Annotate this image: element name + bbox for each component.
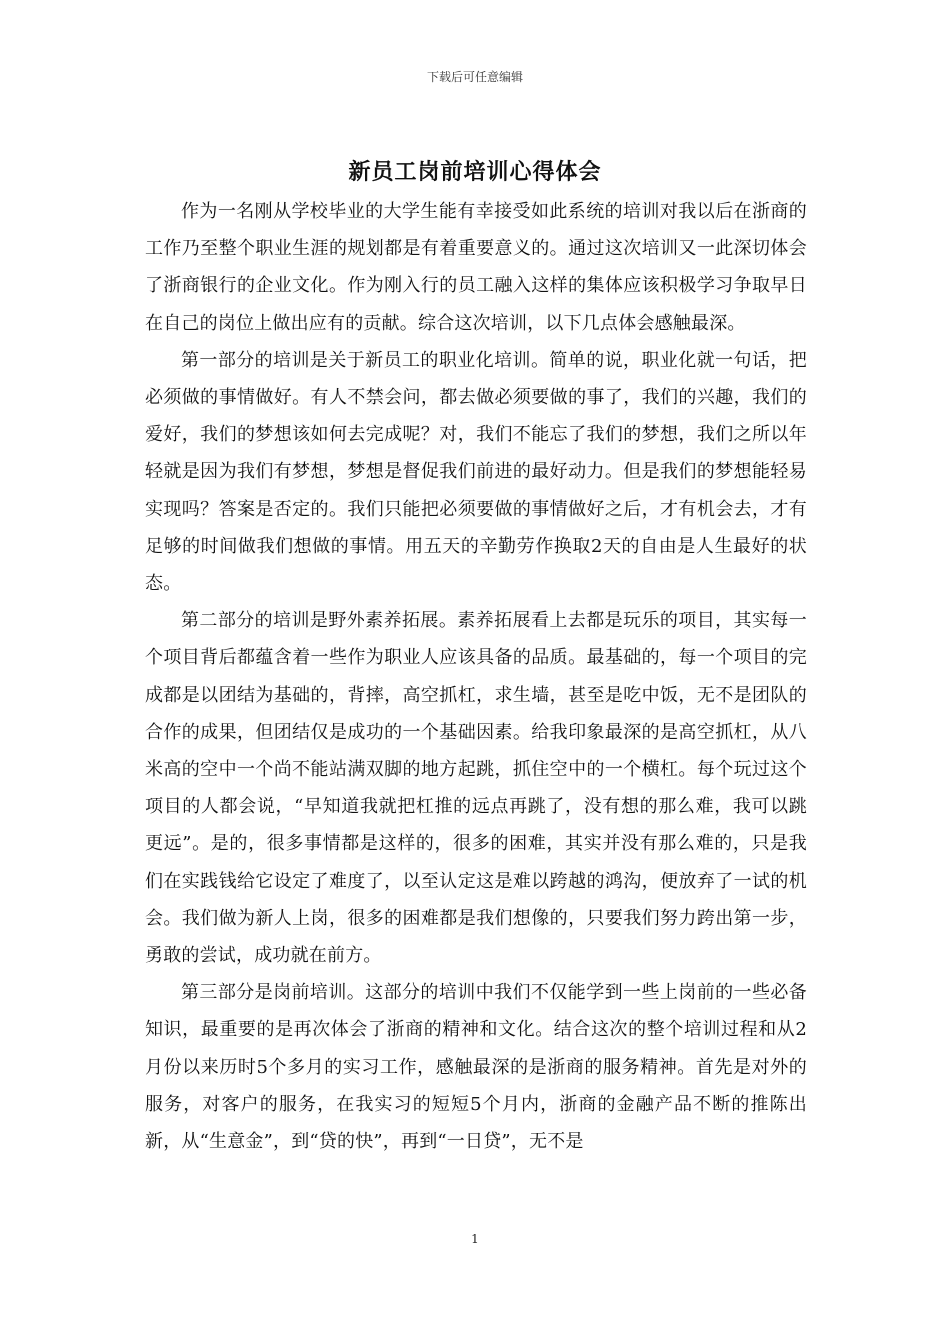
- page-number: 1: [471, 1232, 479, 1246]
- header-note: 下载后可任意编辑: [426, 70, 523, 84]
- paragraph: 第三部分是岗前培训。这部分的培训中我们不仅能学到一些上岗前的一些必备知识，最重要的是再次体会了浙商的精神和文化。结合这次的整个培训过程和从2月份以来历时5个多月的实习工作，感触最深的是浙商的服务精神。首先是对外的服务，对客户的服务，在我实习的短短5个月内，浙商的金融产品不断的推陈出新，从“生意金”，到“贷的快”，再到“一日贷”，无不是: [145, 982, 807, 1153]
- document-body: [145, 193, 807, 1160]
- paragraph: 作为一名刚从学校毕业的大学生能有幸接受如此系统的培训对我以后在浙商的工作乃至整个职业生涯的规划都是有着重要意义的。通过这次培训又一此深切体会了浙商银行的企业文化。作为刚入行的员工融入这样的集体应该积极学习争取早日在自己的岗位上做出应有的贡献。综合这次培训，以下几点体会感触最深。: [145, 201, 807, 334]
- paragraph: 第二部分的培训是野外素养拓展。素养拓展看上去都是玩乐的项目，其实每一个项目背后都蕴含着一些作为职业人应该具备的品质。最基础的，每一个项目的完成都是以团结为基础的，背摔，高空抓杠，求生墙，甚至是吃中饭，无不是团队的合作的成果，但团结仅是成功的一个基础因素。给我印象最深的是高空抓杠，从八米高的空中一个尚不能站满双脚的地方起跳，抓住空中的一个横杠。每个玩过这个项目的人都会说，“早知道我就把杠推的远点再跳了，没有想的那么难，我可以跳更远”。是的，很多事情都是这样的，很多的困难，其实并没有那么难的，只是我们在实践钱给它设定了难度了，以至认定这是难以跨越的鸿沟，便放弃了一试的机会。我们做为新人上岗，很多的困难都是我们想像的，只要我们努力跨出第一步，勇敢的尝试，成功就在前方。: [145, 610, 807, 967]
- page-title: 新员工岗前培训心得体会: [348, 159, 602, 185]
- paragraph: 第一部分的培训是关于新员工的职业化培训。简单的说，职业化就一句话，把必须做的事情做好。有人不禁会问，都去做必须要做的事了，我们的兴趣，我们的爱好，我们的梦想该如何去完成呢？对，我们不能忘了我们的梦想，我们之所以年轻就是因为我们有梦想，梦想是督促我们前进的最好动力。但是我们的梦想能轻易实现吗？答案是否定的。我们只能把必须要做的事情做好之后，才有机会去，才有足够的时间做我们想做的事情。用五天的辛勤劳作换取2天的自由是人生最好的状态。: [145, 349, 807, 595]
